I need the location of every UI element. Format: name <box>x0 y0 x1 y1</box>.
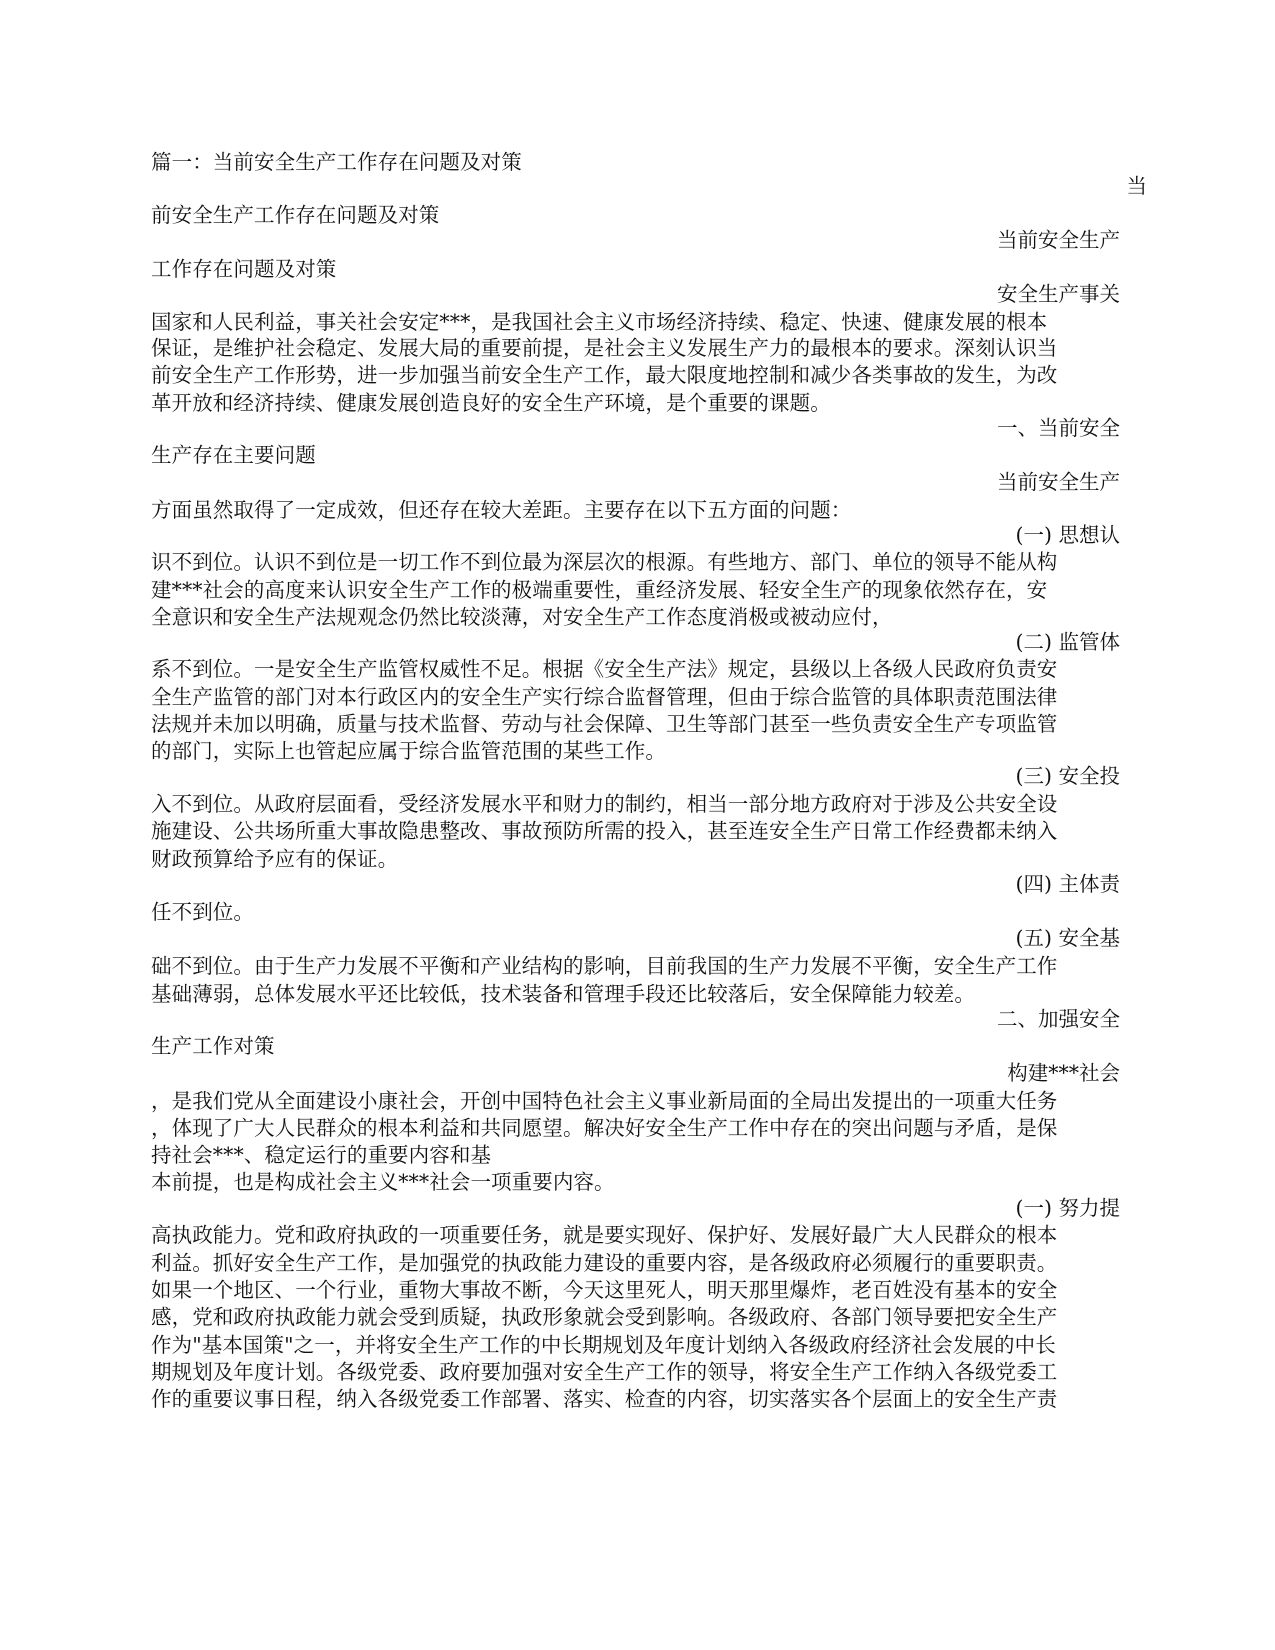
paragraph-line: 任不到位。 <box>151 900 254 924</box>
paragraph-line: 础不到位。由于生产力发展不平衡和产业结构的影响，目前我国的生产力发展不平衡，安全生产工作 <box>151 954 1058 978</box>
paragraph-line: 生产工作对策 <box>151 1034 275 1058</box>
paragraph-line: 如果一个地区、一个行业，重物大事故不断，今天这里死人，明天那里爆炸，老百姓没有基本的安全 <box>151 1278 1058 1302</box>
paragraph-line: 全生产监管的部门对本行政区内的安全生产实行综合监督管理，但由于综合监管的具体职责范围法律 <box>151 685 1058 709</box>
paragraph-heading-fragment: (四) 主体责 <box>1015 872 1120 896</box>
paragraph-heading-fragment: 当前安全生产 <box>997 470 1120 494</box>
paragraph-line: 革开放和经济持续、健康发展创造良好的安全生产环境，是个重要的课题。 <box>151 391 831 415</box>
paragraph-line: 系不到位。一是安全生产监管权威性不足。根据《安全生产法》规定，县级以上各级人民政府负责安 <box>151 657 1058 681</box>
paragraph-line: 基础薄弱，总体发展水平还比较低，技术装备和管理手段还比较落后，安全保障能力较差。 <box>151 982 975 1006</box>
paragraph-line: 前安全生产工作存在问题及对策 <box>151 203 440 227</box>
paragraph-line: 感，党和政府执政能力就会受到质疑，执政形象就会受到影响。各级政府、各部门领导要把安全生产 <box>151 1305 1058 1329</box>
paragraph-line: 国家和人民利益，事关社会安定***，是我国社会主义市场经济持续、稳定、快速、健康发展的根本 <box>151 310 1048 334</box>
paragraph-line: 期规划及年度计划。各级党委、政府要加强对安全生产工作的领导，将安全生产工作纳入各级党委工 <box>151 1360 1058 1384</box>
paragraph-heading-fragment: 一、当前安全 <box>997 416 1120 440</box>
paragraph-line: 作为"基本国策"之一，并将安全生产工作的中长期规划及年度计划纳入各级政府经济社会发展的中长 <box>151 1333 1056 1357</box>
paragraph-heading-fragment: (一) 思想认 <box>1015 523 1120 547</box>
paragraph-heading-fragment: (五) 安全基 <box>1015 926 1120 950</box>
paragraph-heading-fragment: 二、加强安全 <box>997 1007 1120 1031</box>
paragraph-line: 生产存在主要问题 <box>151 443 316 467</box>
paragraph-line: 工作存在问题及对策 <box>151 257 337 281</box>
paragraph-heading-fragment: (一) 努力提 <box>1015 1196 1120 1220</box>
paragraph-line: 高执政能力。党和政府执政的一项重要任务，就是要实现好、保护好、发展好最广大人民群众的根本 <box>151 1223 1058 1247</box>
document-title: 篇一：当前安全生产工作存在问题及对策 <box>151 150 522 174</box>
paragraph-line: ，体现了广大人民群众的根本利益和共同愿望。解决好安全生产工作中存在的突出问题与矛盾，是保 <box>151 1116 1058 1140</box>
paragraph-line: 全意识和安全生产法规观念仍然比较淡薄，对安全生产工作态度消极或被动应付， <box>151 605 893 629</box>
paragraph-line: 入不到位。从政府层面看，受经济发展水平和财力的制约，相当一部分地方政府对于涉及公共安全设 <box>151 792 1058 816</box>
paragraph-line: 识不到位。认识不到位是一切工作不到位最为深层次的根源。有些地方、部门、单位的领导不能从构 <box>151 550 1058 574</box>
paragraph-heading-fragment: 构建***社会 <box>1007 1061 1120 1085</box>
paragraph-line: 作的重要议事日程，纳入各级党委工作部署、落实、检查的内容，切实落实各个层面上的安全生产责 <box>151 1387 1058 1411</box>
paragraph-heading-fragment: (二) 监管体 <box>1015 630 1120 654</box>
paragraph-heading-fragment: 当 <box>1126 174 1147 198</box>
paragraph-line: 财政预算给予应有的保证。 <box>151 847 399 871</box>
paragraph-heading-fragment: 安全生产事关 <box>997 282 1120 306</box>
paragraph-line: 方面虽然取得了一定成效，但还存在较大差距。主要存在以下五方面的问题： <box>151 498 852 522</box>
paragraph-line: 的部门，实际上也管起应属于综合监管范围的某些工作。 <box>151 739 666 763</box>
paragraph-heading-fragment: 当前安全生产 <box>997 228 1120 252</box>
paragraph-line: ，是我们党从全面建设小康社会，开创中国特色社会主义事业新局面的全局出发提出的一项重大任务 <box>151 1089 1058 1113</box>
paragraph-line: 利益。抓好安全生产工作，是加强党的执政能力建设的重要内容，是各级政府必须履行的重要职责。 <box>151 1251 1058 1275</box>
paragraph-line: 施建设、公共场所重大事故隐患整改、事故预防所需的投入，甚至连安全生产日常工作经费都未纳入 <box>151 819 1058 843</box>
paragraph-line: 建***社会的高度来认识安全生产工作的极端重要性，重经济发展、轻安全生产的现象依然存在，安 <box>151 578 1048 602</box>
paragraph-heading-fragment: (三) 安全投 <box>1015 764 1120 788</box>
paragraph-line: 保证，是维护社会稳定、发展大局的重要前提，是社会主义发展生产力的最根本的要求。深刻认识当 <box>151 336 1058 360</box>
paragraph-line: 持社会***、稳定运行的重要内容和基 <box>151 1143 492 1167</box>
paragraph-line: 本前提，也是构成社会主义***社会一项重要内容。 <box>151 1170 615 1194</box>
paragraph-line: 前安全生产工作形势，进一步加强当前安全生产工作，最大限度地控制和减少各类事故的发生，为改 <box>151 363 1058 387</box>
paragraph-line: 法规并未加以明确，质量与技术监督、劳动与社会保障、卫生等部门甚至一些负责安全生产专项监管 <box>151 712 1058 736</box>
